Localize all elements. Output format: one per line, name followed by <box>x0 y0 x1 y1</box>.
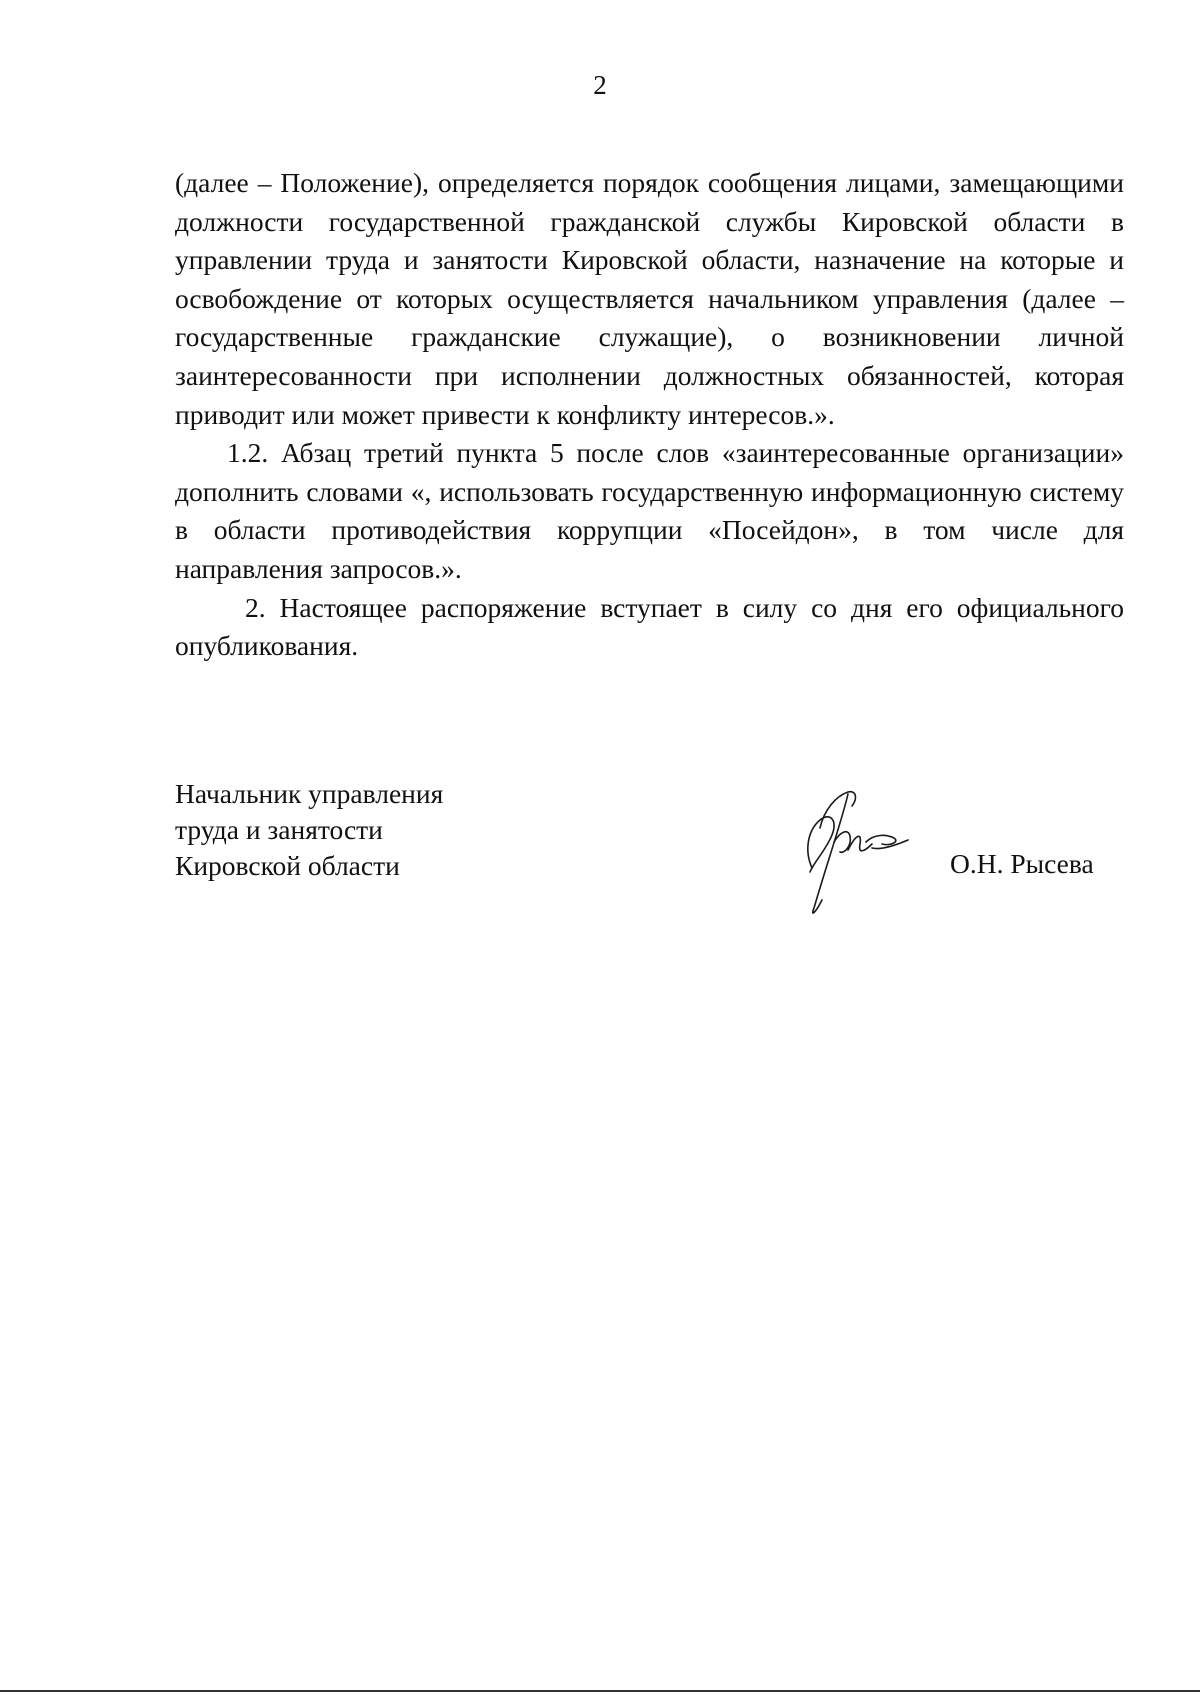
handwritten-signature <box>790 780 920 920</box>
signer-position-line: Кировской области <box>175 850 400 881</box>
signer-position <box>175 776 443 884</box>
paragraph-clause-1-2: 1.2. Абзац третий пункта 5 после слов «заинтересованные организации» дополнить словами «, использовать государственную информационную систему в области противодействия коррупции «Посейдон», в том числе для направления запросов.». <box>175 437 1124 584</box>
document-body <box>175 164 1124 666</box>
signer-position-line: Начальник управления <box>175 778 444 809</box>
page-number: 2 <box>593 70 607 100</box>
scan-edge-rule <box>0 1690 1200 1692</box>
signer-name: О.Н. Рысева <box>950 848 1094 879</box>
paragraph-clause-2: 2. Настоящее распоряжение вступает в силу со дня его официального опубликования. <box>175 591 1124 662</box>
paragraph-continuation: (далее – Положение), определяется порядок сообщения лицами, замещающими должности государственной гражданской службы Кировской области в управлении труда и занятости Кировской области, назначение на которые и освобождение от которых осуществляется начальником управления (далее – государственные гражданские служащие), о возникновении личной заинтересованности при исполнении должностных обязанностей, которая приводит или может привести к конфликту интересов.». <box>175 167 1124 430</box>
signer-position-line: труда и занятости <box>175 814 383 845</box>
